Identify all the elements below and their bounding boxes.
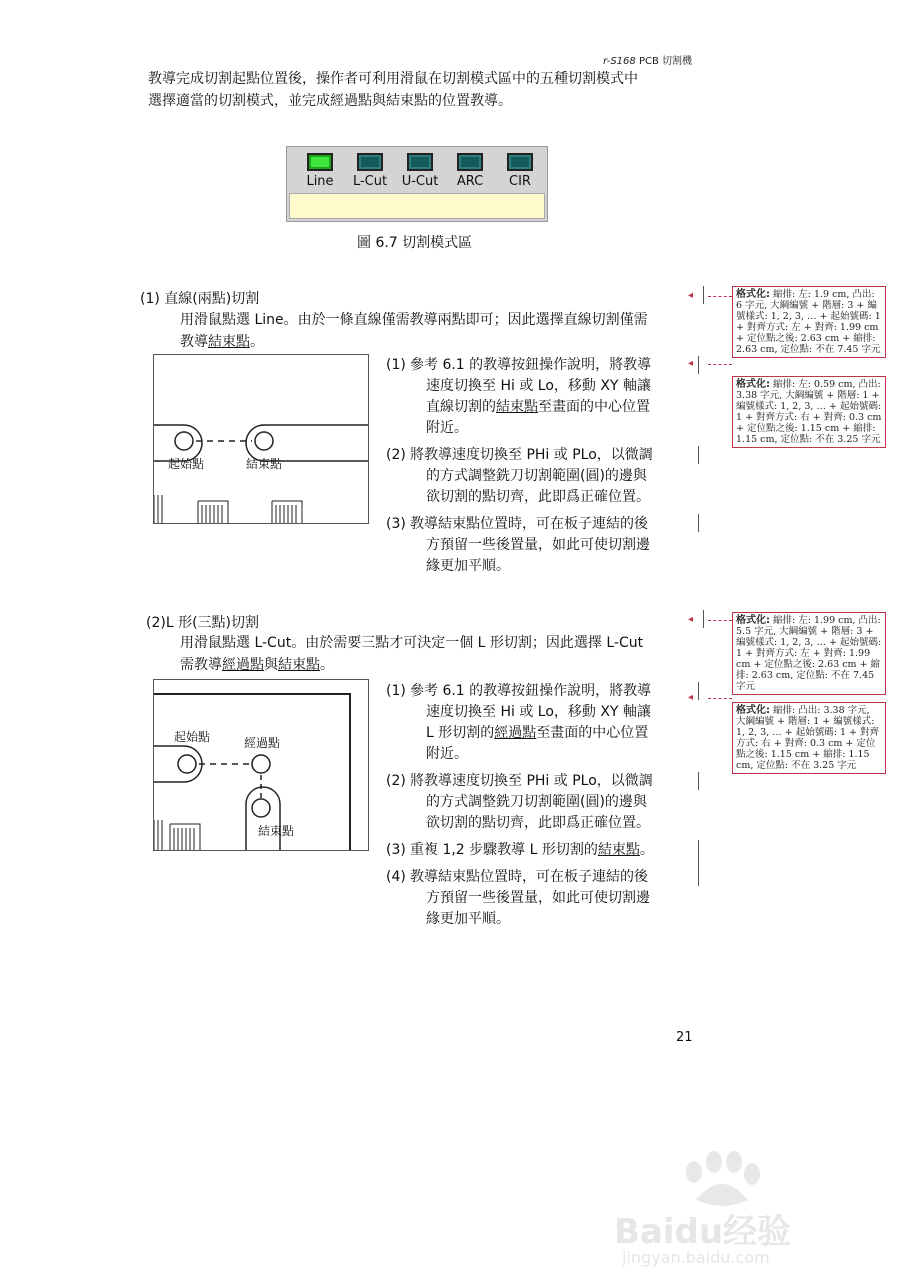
step-line: 附近。 (426, 420, 468, 436)
intro-line-1: 教導完成切割起點位置後，操作者可利用滑鼠在切割模式區中的五種切割模式中 (148, 71, 638, 87)
comment-text: 縮排: 左: 1.99 cm, 凸出: 5.5 字元, 大綱編號 + 階層: 3 + 編號樣式: 1, 2, 3, … + 起始號碼: 1 + 對齊方式: 左 + 對齊: 1.99 cm + 定位點之後: 2.63 cm + 縮排: 2.63 cm, 定位點: 不在 7.45 字元 (736, 615, 882, 692)
step-line: 的方式調整銑刀切割範圍(圓)的邊與 (426, 468, 647, 484)
step-line: 將教導速度切換至 PHi 或 PLo，以微調 (410, 447, 653, 463)
section2-description (180, 632, 643, 676)
step-line: 速度切換至 Hi 或 Lo，移動 XY 軸讓 (426, 378, 651, 394)
format-comment[interactable] (732, 286, 886, 358)
watermark-brand: Baidu经验 (614, 1212, 792, 1252)
step-item (386, 771, 698, 834)
section2-steps (386, 681, 698, 930)
lcut-diagram (153, 679, 369, 851)
step-line: 附近。 (426, 746, 468, 762)
step-number: (4) (386, 869, 406, 885)
text-run-underlined: 結束點 (208, 334, 250, 350)
comment-anchor-icon: ◂ (688, 614, 694, 625)
comment-label: 格式化: (736, 705, 770, 716)
text-run: 至畫面的中心位置 (536, 725, 649, 741)
comment-text: 縮排: 左: 0.59 cm, 凸出: 3.38 字元, 大綱編號 + 階層: 1 + 編號樣式: 1, 2, 3, … + 起始號碼: 1 + 對齊方式: 右 + 對齊: 0.3 cm + 定位點之後: 1.15 cm + 縮排: 1.15 cm, 定位點: 不在 3.25 字元 (736, 379, 882, 445)
step-line (410, 840, 698, 861)
step-line: 緣更加平順。 (426, 911, 510, 927)
via-point-label: 經過點 (244, 736, 281, 750)
text-run: 。 (320, 657, 334, 673)
text-run: 重複 1,2 步驟教導 L 形切割的 (410, 842, 598, 858)
step-item (386, 355, 698, 439)
step-line: 的方式調整銑刀切割範圍(圓)的邊與 (426, 794, 647, 810)
step-line (426, 397, 698, 418)
step-line: 參考 6.1 的教導按鈕操作說明，將教導 (410, 357, 652, 373)
text-run-underlined: 結束點 (496, 399, 538, 415)
section1-title: (1) 直線(兩點)切割 (140, 291, 260, 307)
comment-connector (708, 296, 732, 297)
intro-line-2: 選擇適當的切割模式，並完成經過點與結束點的位置教導。 (148, 93, 512, 109)
comment-connector (708, 620, 732, 621)
cutting-mode-panel (286, 146, 548, 222)
comment-label: 格式化: (736, 289, 770, 300)
comment-connector (708, 698, 732, 699)
led-indicator-icon (407, 153, 433, 171)
mode-ucut-button[interactable] (395, 151, 445, 189)
step-number: (1) (386, 357, 406, 373)
change-bar (698, 514, 699, 532)
format-comment[interactable] (732, 612, 886, 695)
mode-label: ARC (456, 174, 484, 189)
comment-anchor-icon: ◂ (688, 692, 694, 703)
start-point-label: 起始點 (174, 730, 211, 744)
header-brand: r-S168 (603, 56, 636, 67)
text-run: 。 (250, 334, 264, 350)
section2-desc-line-1: 用滑鼠點選 L-Cut。由於需要三點才可決定一個 L 形切割；因此選擇 L-Cut (180, 635, 644, 651)
change-bar (703, 610, 704, 628)
text-run-underlined: 經過點 (494, 725, 537, 741)
text-run: 需教導 (180, 657, 222, 673)
format-comment[interactable] (732, 702, 886, 774)
step-number: (2) (386, 447, 406, 463)
section1-steps (386, 355, 698, 577)
led-indicator-icon (307, 153, 333, 171)
header-product: PCB 切割機 (635, 56, 692, 67)
start-point-label: 起始點 (168, 457, 205, 471)
step-line: 教導結束點位置時，可在板子連結的後 (410, 869, 648, 885)
led-indicator-icon (457, 153, 483, 171)
step-line: 速度切換至 Hi 或 Lo，移動 XY 軸讓 (426, 704, 651, 720)
step-item (386, 514, 698, 577)
watermark-url: jingyan.baidu.com (622, 1248, 770, 1267)
text-run-underlined: 結束點 (597, 842, 640, 858)
mode-label: L-Cut (352, 174, 388, 189)
mode-status-box (289, 193, 545, 219)
change-bar (703, 286, 704, 304)
figure-caption: 圖 6.7 切割模式區 (357, 235, 473, 251)
step-item (386, 681, 698, 765)
step-line: 將教導速度切換至 PHi 或 PLo，以微調 (410, 773, 653, 789)
change-bar (698, 356, 699, 374)
page-number: 21 (676, 1030, 693, 1045)
comment-connector (708, 364, 732, 365)
line-cut-drawing (154, 355, 368, 523)
comment-text: 縮排: 凸出: 3.38 字元, 大綱編號 + 階層: 1 + 編號樣式: 1, 2, 3, … + 起始號碼: 1 + 對齊方式: 右 + 對齊: 0.3 cm + 定位點之後: 1.15 cm + 縮排: 1.15 cm, 定位點: 不在 3.25 字元 (736, 705, 880, 771)
text-run: 。 (639, 842, 654, 858)
step-number: (3) (386, 842, 406, 858)
step-line: 方預留一些後置量，如此可使切割邊 (426, 537, 650, 553)
comment-label: 格式化: (736, 615, 770, 626)
mode-label: CIR (509, 174, 531, 189)
change-bar (698, 840, 699, 886)
step-line: 欲切割的點切齊，此即爲正確位置。 (426, 815, 650, 831)
led-indicator-icon (507, 153, 533, 171)
format-comment[interactable] (732, 376, 886, 448)
mode-label: U-Cut (401, 174, 439, 189)
intro-paragraph (148, 68, 638, 112)
mode-cir-button[interactable] (495, 151, 545, 189)
section1-desc-line-2 (180, 331, 648, 353)
comment-anchor-icon: ◂ (688, 290, 694, 301)
step-line: 參考 6.1 的教導按鈕操作說明，將教導 (410, 683, 652, 699)
change-bar (698, 446, 699, 464)
step-number: (2) (386, 773, 406, 789)
step-number: (1) (386, 683, 406, 699)
step-item (386, 867, 698, 930)
text-run: 直線切割的 (426, 399, 496, 415)
comment-label: 格式化: (736, 379, 770, 390)
step-line: 方預留一些後置量，如此可使切割邊 (426, 890, 650, 906)
baidu-watermark (614, 1150, 844, 1270)
section1-description (180, 309, 648, 353)
paw-logo-icon (674, 1150, 764, 1210)
end-point-label: 結束點 (258, 824, 295, 838)
mode-line-button[interactable] (295, 151, 345, 189)
comment-text: 縮排: 左: 1.9 cm, 凸出: 6 字元, 大綱編號 + 階層: 3 + 編號樣式: 1, 2, 3, … + 起始號碼: 1 + 對齊方式: 左 + 對齊: 1.99 cm + 定位點之後: 2.63 cm + 縮排: 2.63 cm, 定位點: 不在 7.45 字元 (736, 289, 881, 355)
led-indicator-icon (357, 153, 383, 171)
step-line (426, 723, 698, 744)
mode-label: Line (306, 174, 334, 189)
section1-desc-line-1: 用滑鼠點選 Line。由於一條直線僅需教導兩點即可；因此選擇直線切割僅需 (180, 312, 648, 328)
text-run-underlined: 結束點 (278, 657, 320, 673)
step-number: (3) (386, 516, 406, 532)
step-line: 欲切割的點切齊，此即爲正確位置。 (426, 489, 650, 505)
end-point-label: 結束點 (246, 457, 283, 471)
comment-anchor-icon: ◂ (688, 358, 694, 369)
text-run: 與 (264, 657, 278, 673)
text-run: 教導 (180, 334, 208, 350)
mode-arc-button[interactable] (445, 151, 495, 189)
line-cut-diagram (153, 354, 369, 524)
step-item (386, 445, 698, 508)
section2-desc-line-2 (180, 654, 643, 676)
step-line: 緣更加平順。 (426, 558, 510, 574)
change-bar (698, 682, 699, 700)
step-line: 教導結束點位置時，可在板子連結的後 (410, 516, 648, 532)
text-run: L 形切割的 (426, 725, 495, 741)
step-item (386, 840, 698, 861)
text-run-underlined: 經過點 (222, 657, 264, 673)
mode-buttons (287, 149, 547, 187)
mode-lcut-button[interactable] (345, 151, 395, 189)
text-run: 至畫面的中心位置 (538, 399, 650, 415)
running-header (603, 52, 692, 67)
section2-title: (2)L 形(三點)切割 (146, 615, 260, 631)
change-bar (698, 772, 699, 790)
